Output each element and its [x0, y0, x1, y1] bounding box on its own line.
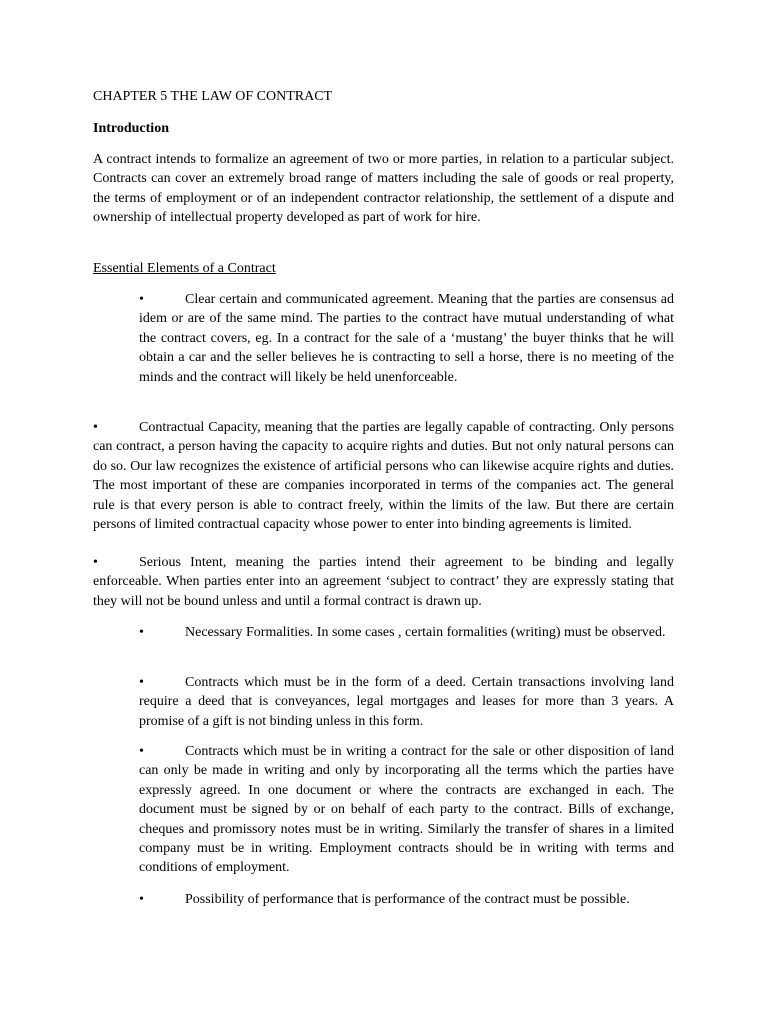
bullet-icon: • [139, 625, 144, 640]
list-item-text: Contractual Capacity, meaning that the parties are legally capable of contracting. Only persons can contract, a person having the capacity to acquire rights and duties. But not only natural persons can do so. Our law recognizes the existence of artificial persons who can likewise acquire rights and duties. The most important of these are companies incorporated in terms of the companies act. The general rule is that every person is able to contract freely, within the limits of the law. But there are certain persons of limited contractual capacity whose power to enter into binding agreements is limited. [93, 420, 674, 533]
essential-elements-heading: Essential Elements of a Contract [93, 261, 276, 276]
list-item [139, 673, 674, 731]
introduction-heading: Introduction [93, 121, 169, 136]
list-item-text: Possibility of performance that is performance of the contract must be possible. [185, 892, 630, 907]
list-item [93, 553, 674, 611]
list-item [139, 290, 674, 387]
bullet-icon: • [139, 744, 144, 759]
introduction-paragraph: A contract intends to formalize an agreement of two or more parties, in relation to a particular subject. Contracts can cover an extremely broad range of matters including the sale of goods or real property, the terms of employment or of an independent contractor relationship, the settlement of a dispute and ownership of intellectual property developed as part of work for hire. [93, 152, 674, 226]
bullet-icon: • [93, 555, 98, 570]
bullet-icon: • [139, 675, 144, 690]
bullet-icon: • [139, 892, 144, 907]
list-item [139, 623, 674, 642]
list-item-text: Contracts which must be in the form of a deed. Certain transactions involving land require a deed that is conveyances, legal mortgages and leases for more than 3 years. A promise of a gift is not binding unless in this form. [139, 675, 674, 729]
list-item-text: Necessary Formalities. In some cases , certain formalities (writing) must be observed. [185, 625, 666, 640]
chapter-title: CHAPTER 5 THE LAW OF CONTRACT [93, 89, 333, 104]
list-item-text: Serious Intent, meaning the parties intend their agreement to be binding and legally enforceable. When parties enter into an agreement ‘subject to contract’ they are expressly stating that they will not be bound unless and until a formal contract is drawn up. [93, 555, 674, 609]
list-item [139, 890, 674, 909]
list-item [139, 742, 674, 878]
list-item-text: Clear certain and communicated agreement. Meaning that the parties are consensus ad idem or are of the same mind. The parties to the contract have mutual understanding of what the contract covers, eg. In a contract for the sale of a ‘mustang’ the buyer thinks that he will obtain a car and the seller believes he is contracting to sell a horse, there is no meeting of the minds and the contract will likely be held unenforceable. [139, 292, 674, 385]
list-item-text: Contracts which must be in writing a contract for the sale or other disposition of land can only be made in writing and only by incorporating all the terms which the parties have expressly agreed. In one document or where the contracts are exchanged in each. The document must be signed by or on behalf of each party to the contract. Bills of exchange, cheques and promissory notes must be in writing. Similarly the transfer of shares in a limited company must be in writing. Employment contracts should be in writing with terms and conditions of employment. [139, 744, 674, 876]
bullet-icon: • [93, 420, 98, 435]
list-item [93, 418, 674, 534]
bullet-icon: • [139, 292, 144, 307]
